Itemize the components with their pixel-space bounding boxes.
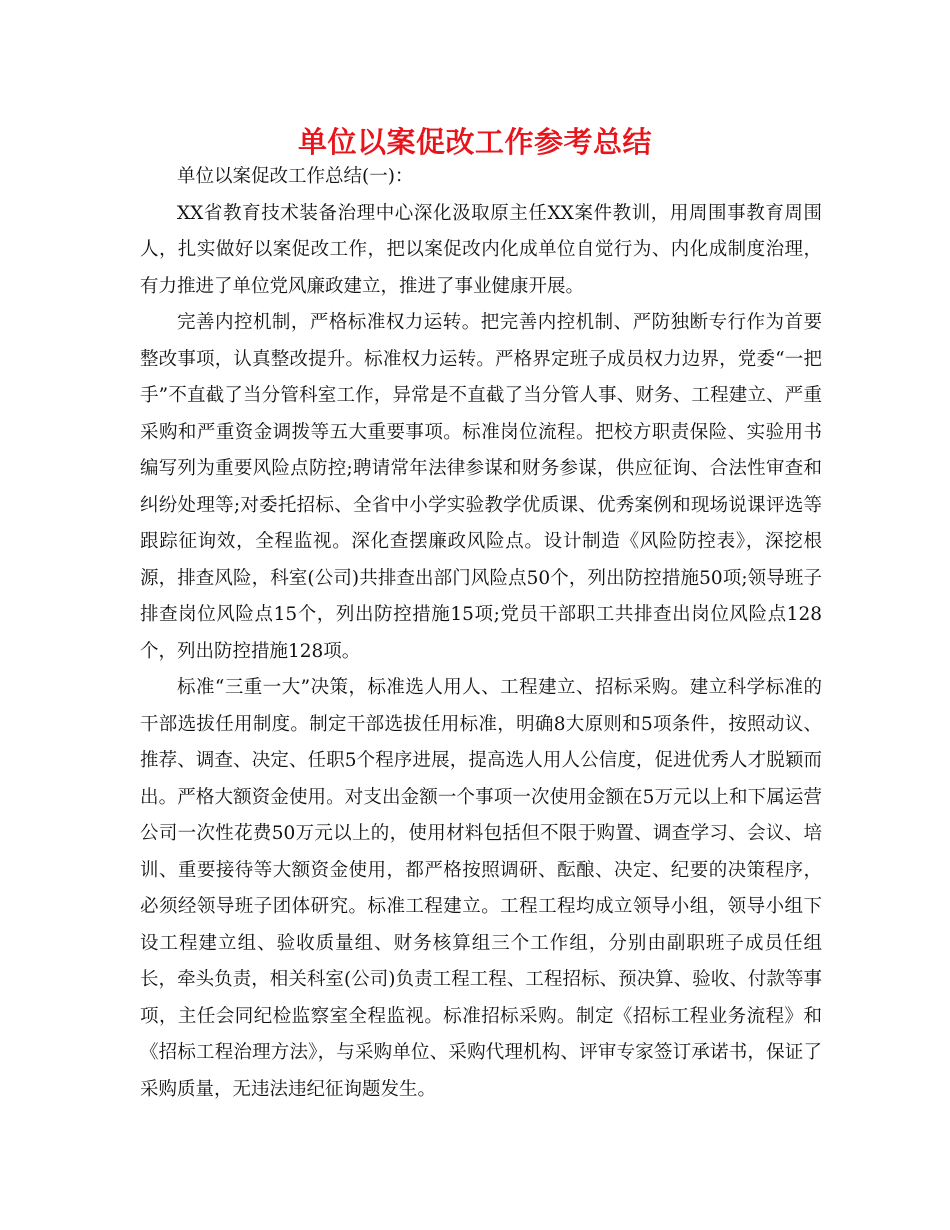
paragraph-heading: 单位以案促改工作总结(一)： (177, 166, 414, 187)
paragraph-intro: XX省教育技术装备治理中心深化汲取原主任XX案件教训，用周围事教育周围人，扎实做好以案促改工作，把以案促改内化成单位自觉行为、内化成制度治理，有力推进了单位党风廉政建立，推进了事业健康开展。 (140, 202, 822, 297)
paragraph-internal-control: 完善内控机制，严格标准权力运转。把完善内控机制、严防独断专行作为首要整改事项，认真整改提升。标准权力运转。严格界定班子成员权力边界，党委“一把手”不直截了当分管科室工作，异常是不直截了当分管人事、财务、工程建立、严重采购和严重资金调拨等五大重要事项。标准岗位流程。把校方职责保险、实验用书编写列为重要风险点防控;聘请常年法律参谋和财务参谋，供应征询、合法性审查和纠纷处理等;对委托招标、全省中小学实验教学优质课、优秀案例和现场说课评选等跟踪征询效，全程监视。深化查摆廉政风险点。设计制造《风险防控表》，深挖根源，排查风险，科室(公司)共排查出部门风险点50个，列出防控措施50项;领导班子排查岗位风险点15个，列出防控措施15项;党员干部职工共排查出岗位风险点128个，列出防控措施128项。 (140, 312, 822, 662)
paragraph-decision-making: 标准“三重一大”决策，标准选人用人、工程建立、招标采购。建立科学标准的干部选拔任用制度。制定干部选拔任用标准，明确8大原则和5项条件，按照动议、推荐、调查、决定、任职5个程序进展，提高选人用人公信度，促进优秀人才脱颖而出。严格大额资金使用。对支出金额一个事项一次使用金额在5万元以上和下属运营公司一次性花费50万元以上的，使用材料包括但不限于购置、调查学习、会议、培训、重要接待等大额资金使用，都严格按照调研、酝酿、决定、纪要的决策程序，必须经领导班子团体研究。标准工程建立。工程工程均成立领导小组，领导小组下设工程建立组、验收质量组、财务核算组三个工作组，分别由副职班子成员任组长，牵头负责，相关科室(公司)负责工程工程、工程招标、预决算、验收、付款等事项，主任会同纪检监察室全程监视。标准招标采购。制定《招标工程业务流程》和《招标工程治理方法》，与采购单位、采购代理机构、评审专家签订承诺书，保证了采购质量，无违法违纪征询题发生。 (140, 677, 822, 1100)
document-title: 单位以案促改工作参考总结 (297, 125, 652, 159)
document-body (140, 159, 822, 1108)
